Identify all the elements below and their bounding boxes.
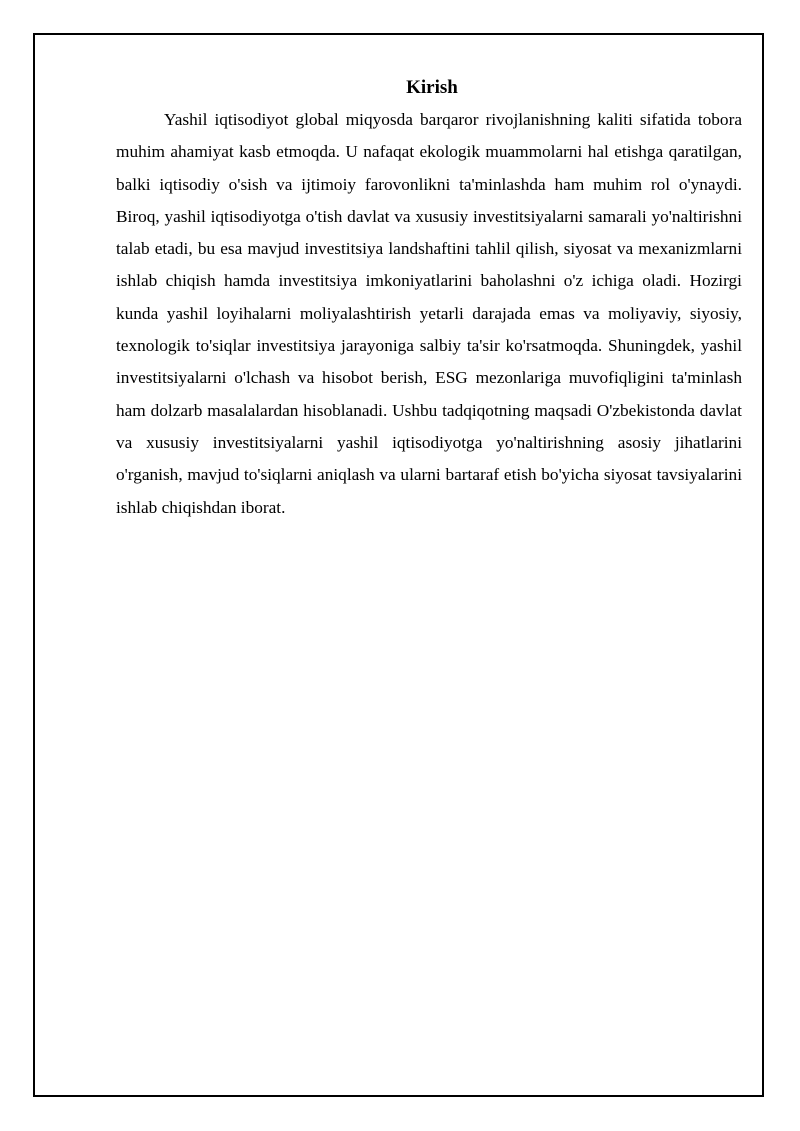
body-paragraph: Yashil iqtisodiyot global miqyosda barqaror rivojlanishning kaliti sifatida tobora muhim ahamiyat kasb etmoqda. U nafaqat ekologik muammolarni hal etishga qaratilgan, balki iqtisodiy o'sish va ijtimoiy farovonlikni ta'minlashda ham muhim rol o'ynaydi. Biroq, yashil iqtisodiyotga o'tish davlat va xususiy investitsiyalarni samarali yo'naltirishni talab etadi, bu esa mavjud investitsiya landshaftini tahlil qilish, siyosat va mexanizmlarni ishlab chiqish hamda investitsiya imkoniyatlarini baholashni o'z ichiga oladi. Hozirgi kunda yashil loyihalarni moliyalashtirish yetarli darajada emas va moliyaviy, siyosiy, texnologik to'siqlar investitsiya jarayoniga salbiy ta'sir ko'rsatmoqda. Shuningdek, yashil investitsiyalarni o'lchash va hisobot berish, ESG mezonlariga muvofiqligini ta'minlash ham dolzarb masalalardan hisoblanadi. Ushbu tadqiqotning maqsadi O'zbekistonda davlat va xususiy investitsiyalarni yashil iqtisodiyotga yo'naltirishning asosiy jihatlarini o'rganish, mavjud to'siqlarni aniqlash va ularni bartaraf etish bo'yicha siyosat tavsiyalarini ishlab chiqishdan iborat.	[116, 110, 742, 517]
document-body	[116, 72, 742, 524]
section-heading: Kirish	[406, 77, 458, 98]
